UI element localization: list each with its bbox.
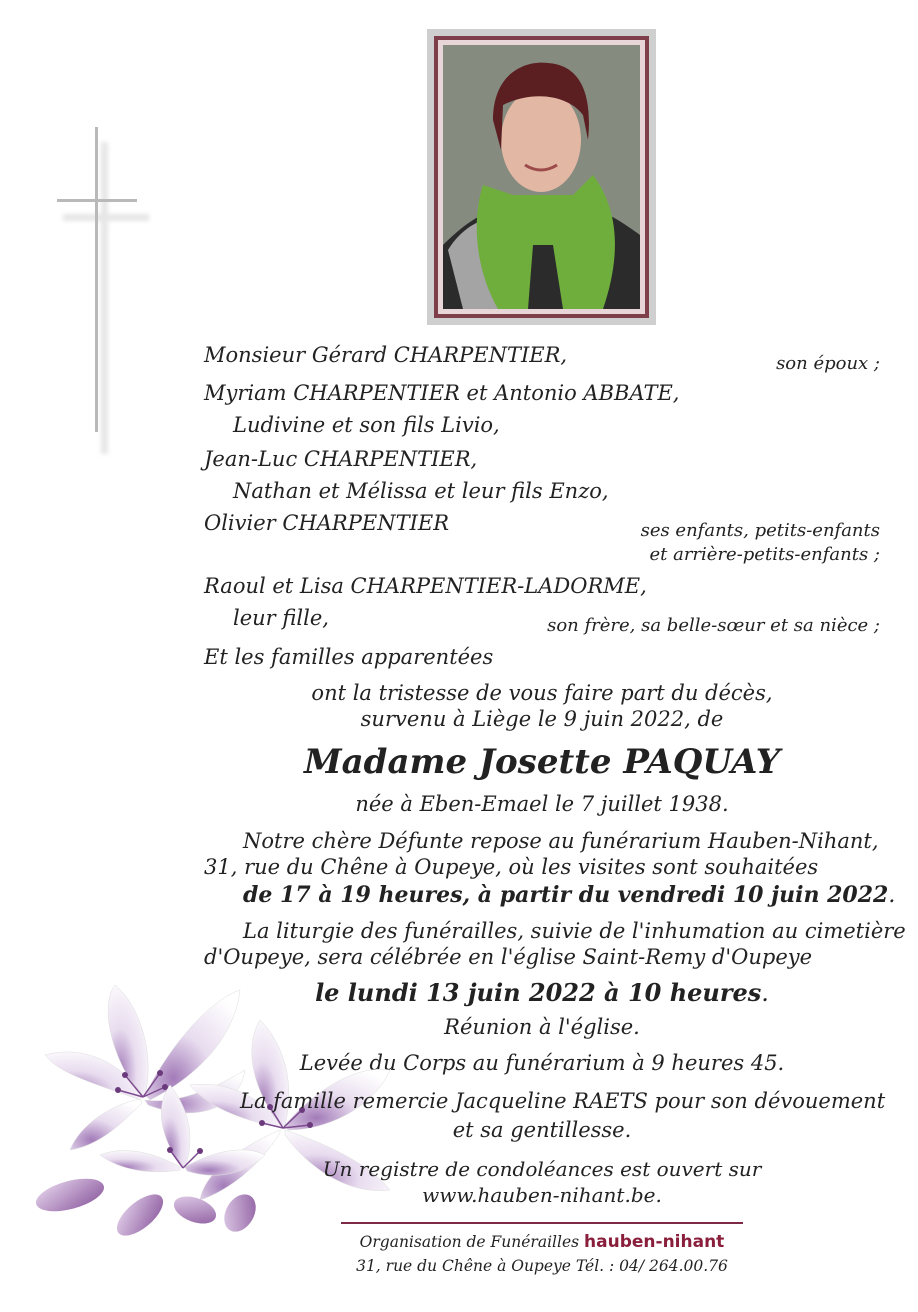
visitation-line-1: Notre chère Défunte repose au funérarium Hauben-Nihant, [243, 829, 879, 853]
family-child-1-sub: Ludivine et son fils Livio, [233, 413, 500, 437]
visitation-times: de 17 à 19 heures, à partir du vendredi 10 juin 2022. [243, 882, 896, 908]
funeral-line-1: La liturgie des funérailles, suivie de l'inhumation au cimetière [243, 919, 906, 943]
announcement-line-1: ont la tristesse de vous faire part du décès, [311, 681, 773, 705]
family-sibling: Raoul et Lisa CHARPENTIER-LADORME, [204, 574, 647, 598]
funeral-meeting: Réunion à l'église. [444, 1015, 640, 1039]
funeral-date: le lundi 13 juin 2022 à 10 heures. [315, 978, 769, 1007]
birth-info: née à Eben-Emael le 7 juillet 1938. [355, 792, 729, 816]
family-sibling-sub: leur fille, [233, 606, 329, 630]
footer-address: 31, rue du Chêne à Oupeye Tél. : 04/ 264.00.76 [356, 1257, 728, 1275]
thanks-line-2: et sa gentillesse. [452, 1118, 632, 1142]
footer-organisation: Organisation de Funérailles hauben-nihant [359, 1232, 725, 1252]
funeral-levee: Levée du Corps au funérarium à 9 heures 45. [299, 1051, 785, 1075]
family-child-2: Jean-Luc CHARPENTIER, [204, 447, 478, 471]
family-relatives: Et les familles apparentées [204, 645, 494, 669]
family-children-role-1: ses enfants, petits-enfants [640, 520, 880, 541]
funeral-line-2: d'Oupeye, sera célébrée en l'église Saint-Remy d'Oupeye [204, 945, 813, 969]
visitation-line-2: 31, rue du Chêne à Oupeye, où les visites sont souhaitées [204, 855, 819, 879]
announcement-line-2: survenu à Liège le 9 juin 2022, de [360, 707, 724, 731]
condolences-url[interactable]: www.hauben-nihant.be. [422, 1183, 662, 1207]
family-sibling-role: son frère, sa belle-sœur et sa nièce ; [547, 615, 880, 636]
family-child-2-sub: Nathan et Mélissa et leur fils Enzo, [233, 479, 609, 503]
deceased-name: Madame Josette PAQUAY [304, 742, 780, 782]
brand-logo: hauben-nihant [584, 1232, 725, 1252]
condolences-line: Un registre de condoléances est ouvert sur [322, 1157, 762, 1181]
family-spouse-role: son époux ; [776, 353, 880, 374]
family-child-3: Olivier CHARPENTIER [204, 511, 450, 535]
thanks-line-1: La famille remercie Jacqueline RAETS pour son dévouement [240, 1089, 886, 1113]
footer-divider [341, 1222, 743, 1224]
family-children-role-2: et arrière-petits-enfants ; [649, 544, 880, 565]
family-spouse: Monsieur Gérard CHARPENTIER, [204, 343, 568, 367]
family-child-1: Myriam CHARPENTIER et Antonio ABBATE, [204, 381, 680, 405]
